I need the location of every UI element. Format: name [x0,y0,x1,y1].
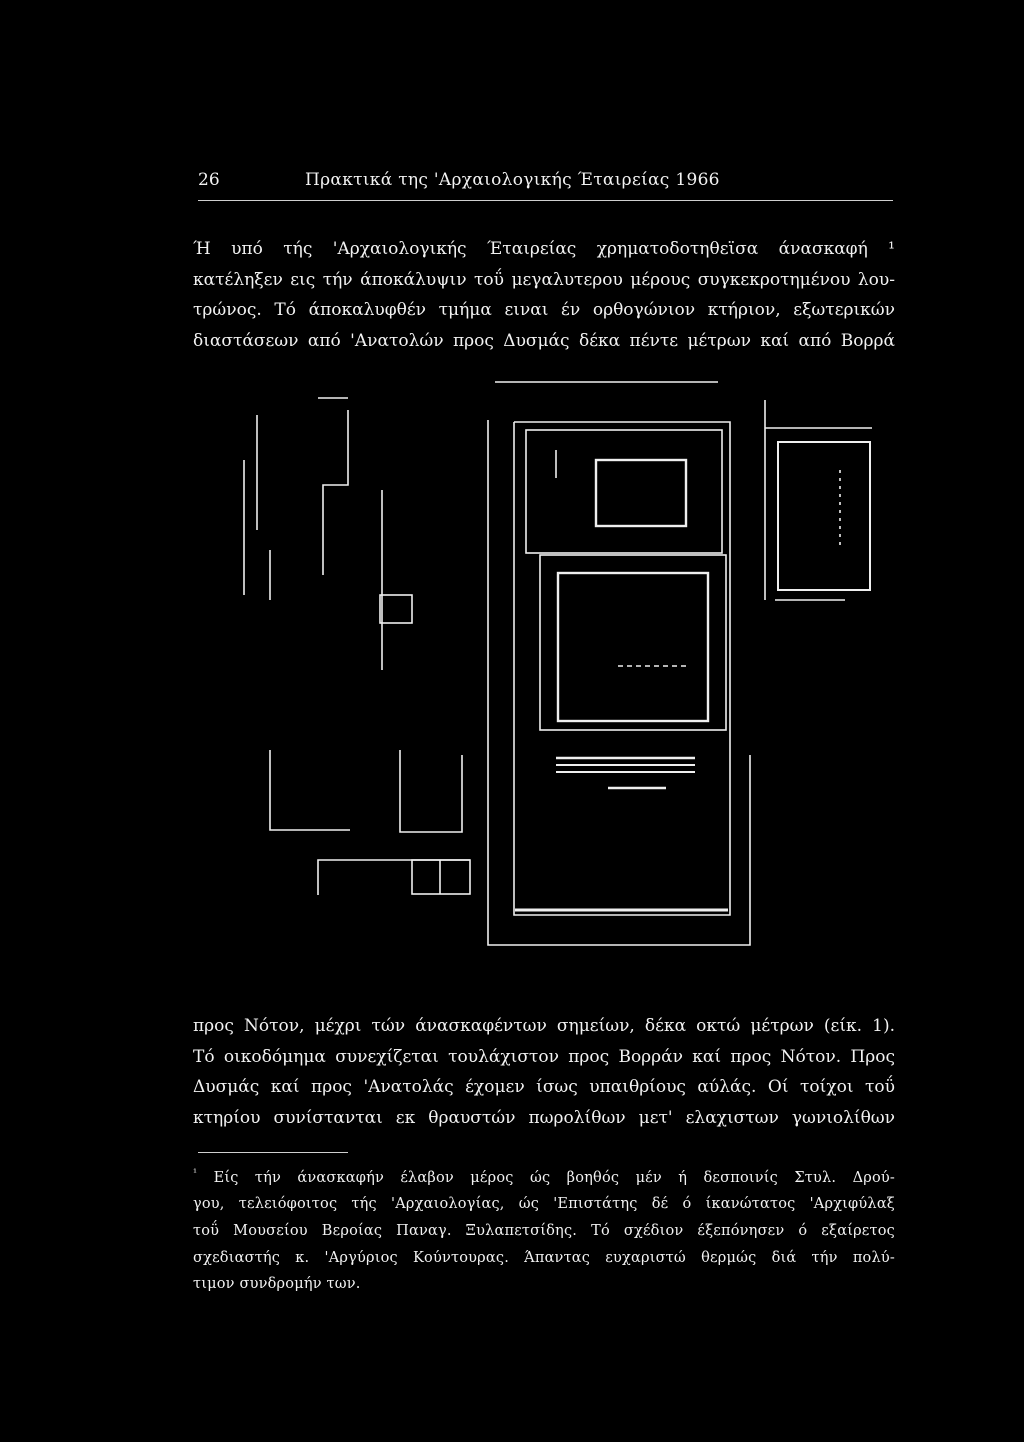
building-plan-figure [230,370,890,960]
southwest-walls [270,750,470,895]
text-line: τρώνος. Τό άποκαλυφθέν τμήμα ειναι έν ορθογώνιον κτήριον, εξωτερικών [193,300,895,321]
main-building-walls [488,382,750,945]
running-header [198,170,892,202]
text-line: Δυσμάς καί προς 'Ανατολάς έχομεν ίσως υπαιθρίους αύλάς. Οί τοίχοι τοΰ [193,1077,895,1098]
central-room [540,555,726,730]
text-line: Ή υπό τής 'Αρχαιολογικής Έταιρείας χρηματοδοτηθεϊσα άνασκαφή ¹ [193,239,895,259]
text-line: διαστάσεων από 'Ανατολών προς Δυσμάς δέκα πέντε μέτρων καί από Βορρά [193,331,895,352]
footnote-line: τιμον συνδρομήν των. [193,1276,361,1293]
body-paragraph [193,1011,895,1134]
footnote-line [193,1161,895,1191]
footnote-line: γου, τελειόφοιτος τής 'Αρχαιολογίας, ώς 'Επιστάτης δέ ό ίκανώτατος 'Αρχιφύλαξ [193,1196,895,1213]
footnote-text: Είς τήν άνασκαφήν έλαβον μέρος ώς βοηθός μέν ή δεσποινίς Στυλ. Δρού- [213,1169,896,1186]
running-title: Πρακτικά της 'Αρχαιολογικής Έταιρείας 1966 [305,170,720,190]
text-line: προς Νότον, μέχρι τών άνασκαφέντων σημείων, δέκα οκτώ μέτρων (είκ. 1). [193,1016,895,1036]
footnote-line: τοΰ Μουσείου Βεροίας Παναγ. Ξυλαπετσίδης. Τό σχέδιον έξεπόνησεν ό εξαίρετος [193,1223,895,1240]
header-rule [198,200,893,201]
intro-paragraph [193,234,895,357]
text-line: κτηρίου συνίστανται εκ θραυστών πωρολίθων μετ' ελαχιστων γωνιολίθων [193,1108,895,1129]
footnote-line: σχεδιαστής κ. 'Αργύριος Κούντουρας. Άπαντας ευχαριστώ θερμώς διά τήν πολύ- [193,1249,895,1266]
footnote-rule [198,1152,348,1153]
west-wall-fragments [244,398,412,670]
page-number: 26 [198,170,220,190]
east-wing [765,400,872,600]
text-line: κατέληξεν εις τήν άποκάλυψιν τοΰ μεγαλυτερου μέρους συγκεκροτημένου λου- [193,269,895,290]
footnote [193,1161,895,1298]
footnote-marker: ¹ [193,1168,198,1179]
southern-steps [515,758,728,910]
text-line: Τό οικοδόμημα συνεχίζεται τουλάχιστον προς Βορράν καί προς Νότον. Προς [193,1046,895,1067]
